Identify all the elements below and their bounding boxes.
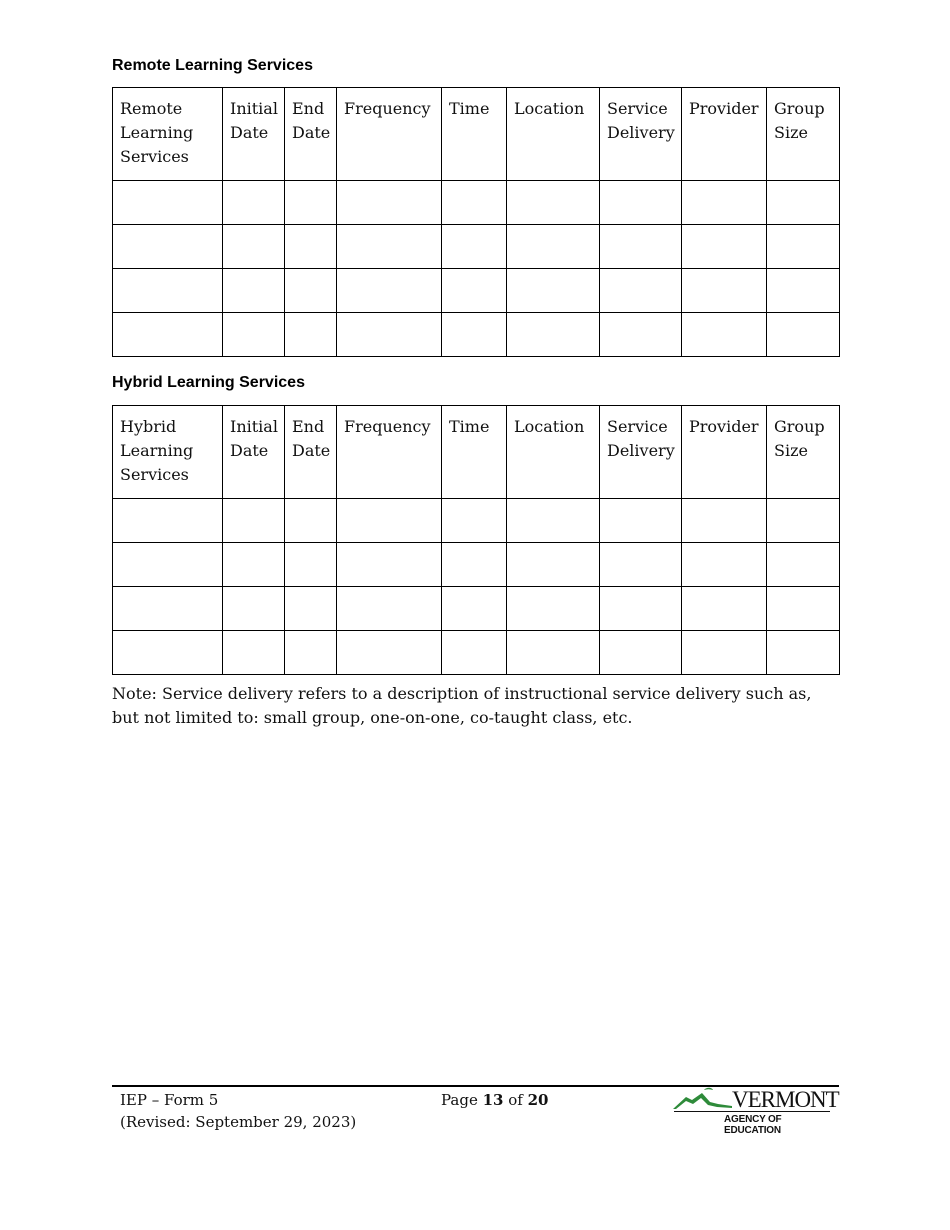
logo-agency-text: AGENCY OF EDUCATION [724,1114,782,1136]
table-cell[interactable] [767,587,840,631]
page-of: of [503,1091,528,1109]
table-cell[interactable] [600,269,682,313]
table-cell[interactable] [223,269,285,313]
table-cell[interactable] [682,631,767,675]
hybrid-services-table [112,405,840,675]
col-header-service-delivery: Service Delivery [600,88,682,181]
table-cell[interactable] [600,499,682,543]
table-cell[interactable] [442,225,507,269]
remote-section-title: Remote Learning Services [112,57,313,74]
table-cell[interactable] [337,631,442,675]
table-cell[interactable] [337,269,442,313]
table-cell[interactable] [767,499,840,543]
col-header-services: Remote Learning Services [113,88,223,181]
table-cell[interactable] [442,181,507,225]
table-cell[interactable] [442,313,507,357]
table-cell[interactable] [337,587,442,631]
col-header-frequency: Frequency [337,406,442,499]
table-cell[interactable] [337,181,442,225]
table-cell[interactable] [285,543,337,587]
table-cell[interactable] [600,181,682,225]
table-cell[interactable] [767,269,840,313]
table-cell[interactable] [285,499,337,543]
table-cell[interactable] [682,587,767,631]
table-cell[interactable] [600,631,682,675]
table-cell[interactable] [507,181,600,225]
hybrid-section-title: Hybrid Learning Services [112,374,305,391]
table-cell[interactable] [767,313,840,357]
table-cell[interactable] [507,313,600,357]
page-number [441,1089,548,1111]
footer-form-info [120,1089,356,1133]
table-cell[interactable] [285,587,337,631]
table-cell[interactable] [682,313,767,357]
col-header-location: Location [507,406,600,499]
table-cell[interactable] [223,631,285,675]
logo-wordmark: VERMONT [732,1087,839,1112]
table-cell[interactable] [337,499,442,543]
table-cell[interactable] [113,587,223,631]
table-cell[interactable] [337,313,442,357]
footer-form-name: IEP – Form 5 [120,1091,219,1109]
table-cell[interactable] [507,543,600,587]
table-cell[interactable] [682,543,767,587]
col-header-time: Time [442,406,507,499]
table-cell[interactable] [767,631,840,675]
page-total: 20 [527,1091,549,1109]
table-cell[interactable] [113,225,223,269]
table-cell[interactable] [285,181,337,225]
table-cell[interactable] [442,543,507,587]
table-cell[interactable] [442,631,507,675]
table-cell[interactable] [113,181,223,225]
table-cell[interactable] [223,225,285,269]
table-header-row [113,88,840,181]
table-row [113,269,840,313]
page-prefix: Page [441,1091,483,1109]
col-header-provider: Provider [682,88,767,181]
table-cell[interactable] [113,499,223,543]
table-cell[interactable] [682,269,767,313]
table-cell[interactable] [682,499,767,543]
table-cell[interactable] [767,181,840,225]
table-cell[interactable] [223,313,285,357]
table-cell[interactable] [285,225,337,269]
col-header-services: Hybrid Learning Services [113,406,223,499]
footer-revised-date: (Revised: September 29, 2023) [120,1113,357,1131]
col-header-service-delivery: Service Delivery [600,406,682,499]
table-row [113,499,840,543]
table-cell[interactable] [600,225,682,269]
table-cell[interactable] [600,587,682,631]
table-cell[interactable] [507,225,600,269]
table-cell[interactable] [442,587,507,631]
table-cell[interactable] [223,587,285,631]
table-header-row [113,406,840,499]
table-cell[interactable] [600,543,682,587]
table-row [113,181,840,225]
vermont-agency-logo [672,1085,839,1136]
col-header-time: Time [442,88,507,181]
remote-services-table [112,87,840,357]
table-cell[interactable] [600,313,682,357]
table-cell[interactable] [682,181,767,225]
table-cell[interactable] [337,225,442,269]
table-cell[interactable] [113,313,223,357]
table-row [113,631,840,675]
table-cell[interactable] [507,587,600,631]
table-cell[interactable] [285,631,337,675]
table-cell[interactable] [337,543,442,587]
table-cell[interactable] [507,499,600,543]
table-row [113,225,840,269]
table-cell[interactable] [682,225,767,269]
table-cell[interactable] [442,269,507,313]
col-header-initial-date: Initial Date [223,88,285,181]
table-cell[interactable] [113,631,223,675]
table-cell[interactable] [223,499,285,543]
logo-divider [674,1111,830,1112]
table-cell[interactable] [442,499,507,543]
table-cell[interactable] [285,313,337,357]
table-cell[interactable] [113,269,223,313]
table-row [113,313,840,357]
col-header-frequency: Frequency [337,88,442,181]
table-cell[interactable] [507,631,600,675]
col-header-end-date: End Date [285,406,337,499]
col-header-group-size: Group Size [767,406,840,499]
table-cell[interactable] [767,225,840,269]
table-cell[interactable] [223,543,285,587]
table-cell[interactable] [113,543,223,587]
col-header-initial-date: Initial Date [223,406,285,499]
table-row [113,587,840,631]
page-current: 13 [482,1091,504,1109]
table-cell[interactable] [285,269,337,313]
col-header-location: Location [507,88,600,181]
col-header-end-date: End Date [285,88,337,181]
service-delivery-note: Note: Service delivery refers to a description of instructional service delivery such as, but not limited to: small group, one-on-one, co-taught class, etc. [112,684,812,727]
table-row [113,543,840,587]
col-header-group-size: Group Size [767,88,840,181]
table-cell[interactable] [223,181,285,225]
table-cell[interactable] [507,269,600,313]
mountain-logo-icon [672,1085,734,1111]
table-cell[interactable] [767,543,840,587]
col-header-provider: Provider [682,406,767,499]
